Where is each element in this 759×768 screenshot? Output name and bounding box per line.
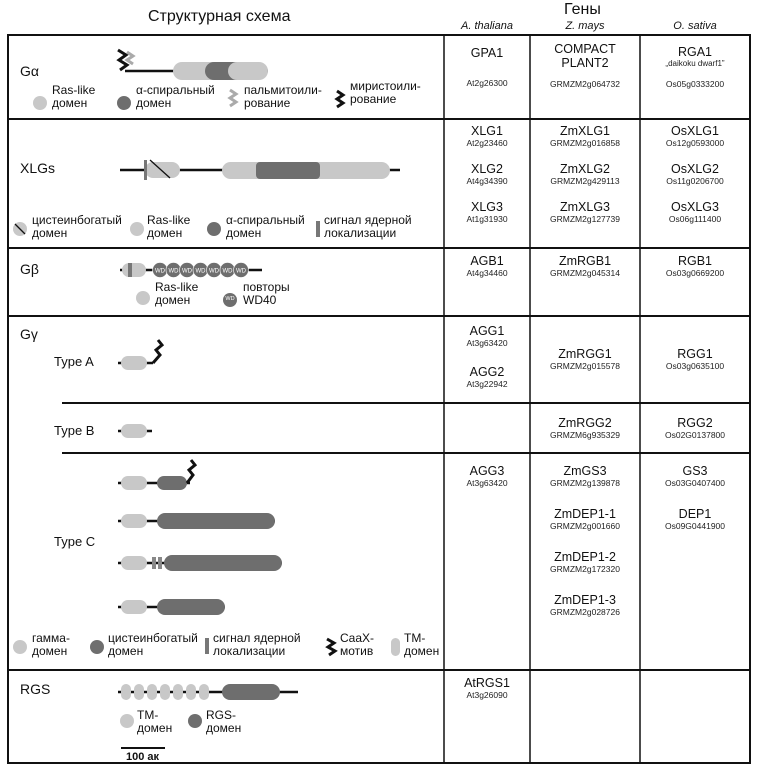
- gene-id: GRMZM2g028726: [550, 607, 620, 617]
- galpha-os-cell: [640, 45, 750, 89]
- gene-name: OsXLG3: [671, 200, 719, 214]
- gbeta-legend-wd40: повторы WD40: [243, 280, 290, 307]
- gene-name: COMPACT PLANT2: [554, 42, 616, 70]
- gene-id: At3g63420: [466, 478, 508, 488]
- tm-helix: [160, 684, 170, 700]
- wd40-label: WD: [222, 268, 233, 275]
- gene-id: At4g34390: [466, 176, 508, 186]
- scale-bar-label: 100 ак: [126, 751, 160, 763]
- galpha-zm-cell: [530, 42, 640, 89]
- gbeta-schematic: [120, 263, 262, 278]
- gene-id: GRMZM2g127739: [550, 214, 620, 224]
- gamma-legend-cys: цистеинбогатый домен: [108, 631, 198, 658]
- gene-id: At3g22942: [466, 379, 508, 389]
- gene-id: GRMZM2g139878: [550, 478, 620, 488]
- gene-name: RGG1: [677, 347, 713, 361]
- typeA-at-cell: [444, 324, 530, 389]
- gene-id: GRMZM2g064732: [550, 79, 620, 89]
- gamma-legend-nls: сигнал ядерной локализации: [213, 631, 301, 658]
- gamma-legend-gamma: гамма-домен: [32, 631, 70, 658]
- gamma-legend-caax: CaaX-мотив: [340, 631, 375, 658]
- tm-helix: [173, 684, 183, 700]
- gene-id: At1g31930: [466, 214, 508, 224]
- gene-note: „daikoku dwarf1”: [665, 59, 725, 68]
- gene-name: ZmRGG1: [558, 347, 612, 361]
- xlg-at-cell: [444, 124, 530, 224]
- gene-id: GRMZM2g015578: [550, 361, 620, 371]
- xlg-os-cell: [640, 124, 750, 224]
- gene-name: ZmRGG2: [558, 416, 612, 430]
- galpha-schematic: [118, 50, 268, 80]
- gene-name: RGG2: [677, 416, 713, 430]
- gene-id: Os06g111400: [668, 214, 722, 224]
- gene-id: Os03G0407400: [664, 478, 726, 488]
- gene-name: ZmDEP1-1: [554, 507, 616, 521]
- wd40-label: WD: [182, 268, 192, 275]
- gene-name: RGB1: [677, 254, 713, 268]
- gene-id: GRMZM2g045314: [550, 268, 620, 278]
- gene-name: ZmRGB1: [558, 254, 612, 268]
- typeC-label: Type C: [54, 534, 96, 549]
- gene-id: GRMZM2g001660: [550, 521, 620, 531]
- species-at: A. thaliana: [461, 20, 513, 32]
- ggamma-label: Gγ: [20, 326, 38, 342]
- xlg-schematic: [120, 160, 400, 180]
- wd40-label: WD: [195, 268, 206, 275]
- gene-name: ZmXLG1: [559, 124, 610, 138]
- wd40-label: WD: [155, 268, 165, 275]
- gamma-typeA-schematic: [118, 340, 162, 370]
- gene-id: At3g63420: [466, 338, 508, 348]
- gene-id: Os05g0333200: [665, 79, 725, 89]
- wd40-label: WD: [168, 268, 179, 275]
- wd40-label: WD: [236, 268, 246, 275]
- typeA-zm-cell: [530, 347, 640, 371]
- gene-id: GRMZM2g429113: [550, 176, 620, 186]
- gbeta-at-cell: [444, 254, 530, 278]
- typeB-zm-cell: [530, 416, 640, 440]
- wd40-label: WD: [209, 268, 219, 275]
- galpha-legend-ras: Ras-like домен: [52, 83, 96, 110]
- gene-name: OsXLG2: [671, 162, 719, 176]
- gene-name: ZmGS3: [563, 464, 607, 478]
- galpha-legend-myr: миристоили-рование: [350, 79, 421, 106]
- gene-id: Os09G0441900: [664, 521, 726, 531]
- gene-id: At2g23460: [466, 138, 508, 148]
- wd-legend-label: WD: [225, 296, 235, 302]
- gamma-typeC-schematic-2: [118, 513, 275, 529]
- gene-id: Os02G0137800: [664, 430, 726, 440]
- galpha-at-cell: [444, 46, 530, 88]
- gene-id: At4g34460: [466, 268, 508, 278]
- gene-name: ZmDEP1-3: [554, 593, 616, 607]
- gbeta-os-cell: [640, 254, 750, 278]
- tm-helix: [147, 684, 157, 700]
- tm-helix: [121, 684, 131, 700]
- typeA-label: Type A: [54, 354, 94, 369]
- tm-helix: [134, 684, 144, 700]
- gamma-typeC-schematic-1: [118, 460, 195, 490]
- gene-id: Os03g0635100: [665, 361, 725, 371]
- typeB-label: Type B: [54, 423, 95, 438]
- gene-name: GPA1: [470, 46, 504, 60]
- typeC-os-cell: [640, 464, 750, 531]
- xlg-legend-helical: α-спиральный домен: [226, 213, 305, 240]
- gene-name: DEP1: [678, 507, 712, 521]
- typeA-os-cell: [640, 347, 750, 371]
- gamma-legend-tm: TM-домен: [404, 631, 440, 658]
- xlg-legend-ras: Ras-like домен: [147, 213, 191, 240]
- galpha-label: Gα: [20, 63, 39, 79]
- gamma-typeC-schematic-4: [118, 599, 225, 615]
- gamma-typeB-schematic: [118, 424, 152, 438]
- rgs-legend-tm: TM-домен: [137, 708, 173, 735]
- gene-name: XLG2: [471, 162, 503, 176]
- tm-helix: [186, 684, 196, 700]
- xlg-zm-cell: [530, 124, 640, 224]
- gene-name: OsXLG1: [671, 124, 719, 138]
- gene-id: GRMZM2g172320: [550, 564, 620, 574]
- galpha-legend-helical: α-спиральный домен: [136, 83, 215, 110]
- rgs-legend-rgs: RGS-домен: [206, 708, 242, 735]
- galpha-legend-palm: пальмитоили-рование: [244, 83, 322, 110]
- gene-name: XLG1: [471, 124, 503, 138]
- gene-name: AGG1: [469, 324, 505, 338]
- xlg-legend-cys: цистеинбогатый домен: [32, 213, 122, 240]
- tm-helix: [199, 684, 209, 700]
- species-os: O. sativa: [673, 20, 717, 32]
- gene-name: AGG2: [469, 365, 505, 379]
- gene-name: ZmXLG3: [559, 200, 610, 214]
- gamma-typeC-schematic-3: [118, 555, 282, 571]
- gene-id: GRMZM6g935329: [550, 430, 620, 440]
- gene-id: Os12g0593000: [665, 138, 725, 148]
- gene-id: At3g26090: [466, 690, 508, 700]
- gene-name: RGA1: [677, 45, 713, 59]
- gbeta-zm-cell: [530, 254, 640, 278]
- typeC-at-cell: [444, 464, 530, 488]
- gene-name: AtRGS1: [464, 676, 510, 690]
- rgs-schematic: [118, 684, 298, 700]
- species-zm: Z. mays: [565, 20, 605, 32]
- rgs-label: RGS: [20, 681, 51, 697]
- gene-name: GS3: [682, 464, 708, 478]
- gene-id: Os03g0669200: [665, 268, 725, 278]
- typeC-zm-cell: [530, 464, 640, 617]
- gene-name: XLG3: [471, 200, 503, 214]
- genes-header: Гены: [564, 1, 601, 18]
- gene-id: GRMZM2g016858: [550, 138, 620, 148]
- xlg-legend-nls: сигнал ядерной локализации: [324, 213, 412, 240]
- gene-name: ZmDEP1-2: [554, 550, 616, 564]
- gbeta-legend-ras: Ras-like домен: [155, 280, 199, 307]
- gene-name: AGB1: [470, 254, 504, 268]
- xlg-label: XLGs: [20, 160, 56, 176]
- gene-name: AGG3: [469, 464, 505, 478]
- rgs-at-cell: [444, 676, 530, 700]
- structure-header: Структурная схема: [148, 8, 291, 25]
- gene-name: ZmXLG2: [559, 162, 610, 176]
- gene-id: Os11g0206700: [666, 176, 724, 186]
- typeB-os-cell: [640, 416, 750, 440]
- gene-id: At2g26300: [466, 78, 508, 88]
- gbeta-label: Gβ: [20, 261, 39, 277]
